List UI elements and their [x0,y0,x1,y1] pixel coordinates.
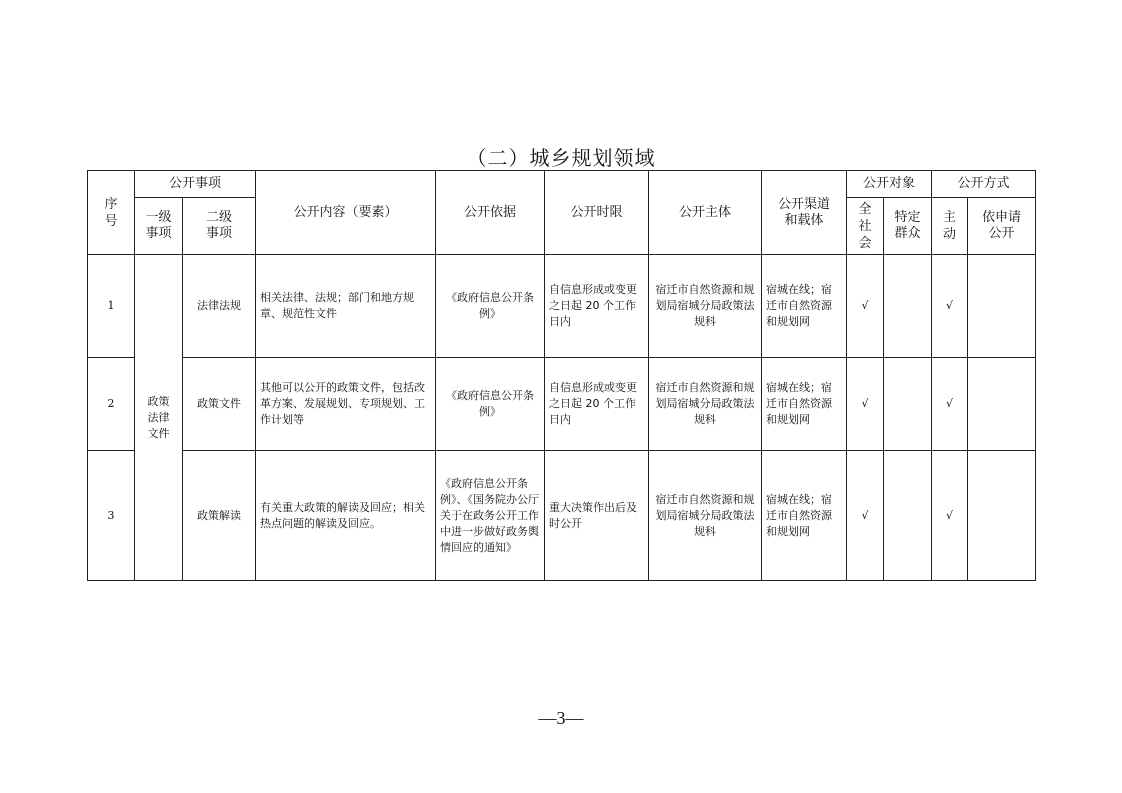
row-audience-all: √ [847,358,884,451]
page-title: （二）城乡规划领域 [466,146,656,170]
header-method-apply: 依申请公开 [968,198,1036,255]
row-method-apply [968,451,1036,581]
row-seq: 2 [88,358,135,451]
header-channel: 公开渠道和载体 [762,171,847,255]
table-row [88,358,1036,451]
header-method-active: 主动 [932,198,968,255]
row-method-apply [968,358,1036,451]
row-method-active: √ [932,451,968,581]
header-level2: 二级事项 [183,198,256,255]
row-audience-specific [884,451,932,581]
row-content: 有关重大政策的解读及回应；相关热点问题的解读及回应。 [256,451,436,581]
table-row [88,451,1036,581]
row-level2: 政策解读 [183,451,256,581]
header-basis: 公开依据 [436,171,545,255]
row-time-limit: 重大决策作出后及时公开 [545,451,649,581]
row-basis: 《政府信息公开条例》 [436,255,545,358]
row-audience-specific [884,255,932,358]
row-channel: 宿城在线；宿迁市自然资源和规划网 [762,255,847,358]
row-content: 其他可以公开的政策文件，包括改革方案、发展规划、专项规划、工作计划等 [256,358,436,451]
row-time-limit: 自信息形成或变更之日起 20 个工作日内 [545,358,649,451]
header-items: 公开事项 [135,171,256,198]
page-number: —3— [538,708,584,728]
row-seq: 1 [88,255,135,358]
header-audience-all: 全社会 [847,198,884,255]
header-audience-specific: 特定群众 [884,198,932,255]
row-audience-all: √ [847,255,884,358]
table-row [88,255,1036,358]
row-level2: 法律法规 [183,255,256,358]
row-audience-specific [884,358,932,451]
row-method-active: √ [932,358,968,451]
row-content: 相关法律、法规；部门和地方规章、规范性文件 [256,255,436,358]
header-subject: 公开主体 [649,171,762,255]
header-time-limit: 公开时限 [545,171,649,255]
row-channel: 宿城在线；宿迁市自然资源和规划网 [762,358,847,451]
header-seq: 序号 [88,171,135,255]
row-subject: 宿迁市自然资源和规划局宿城分局政策法规科 [649,255,762,358]
row-audience-all: √ [847,451,884,581]
row-subject: 宿迁市自然资源和规划局宿城分局政策法规科 [649,451,762,581]
header-content: 公开内容（要素） [256,171,436,255]
row-level2: 政策文件 [183,358,256,451]
header-audience: 公开对象 [847,171,932,198]
row-method-active: √ [932,255,968,358]
row-channel: 宿城在线；宿迁市自然资源和规划网 [762,451,847,581]
disclosure-table [87,170,1036,581]
row-basis: 《政府信息公开条例》、《国务院办公厅关于在政务公开工作中进一步做好政务舆情回应的通知》 [436,451,545,581]
level1-cell: 政策法律文件 [135,255,183,581]
row-method-apply [968,255,1036,358]
row-basis: 《政府信息公开条例》 [436,358,545,451]
row-time-limit: 自信息形成或变更之日起 20 个工作日内 [545,255,649,358]
header-level1: 一级事项 [135,198,183,255]
row-subject: 宿迁市自然资源和规划局宿城分局政策法规科 [649,358,762,451]
header-method: 公开方式 [932,171,1036,198]
row-seq: 3 [88,451,135,581]
